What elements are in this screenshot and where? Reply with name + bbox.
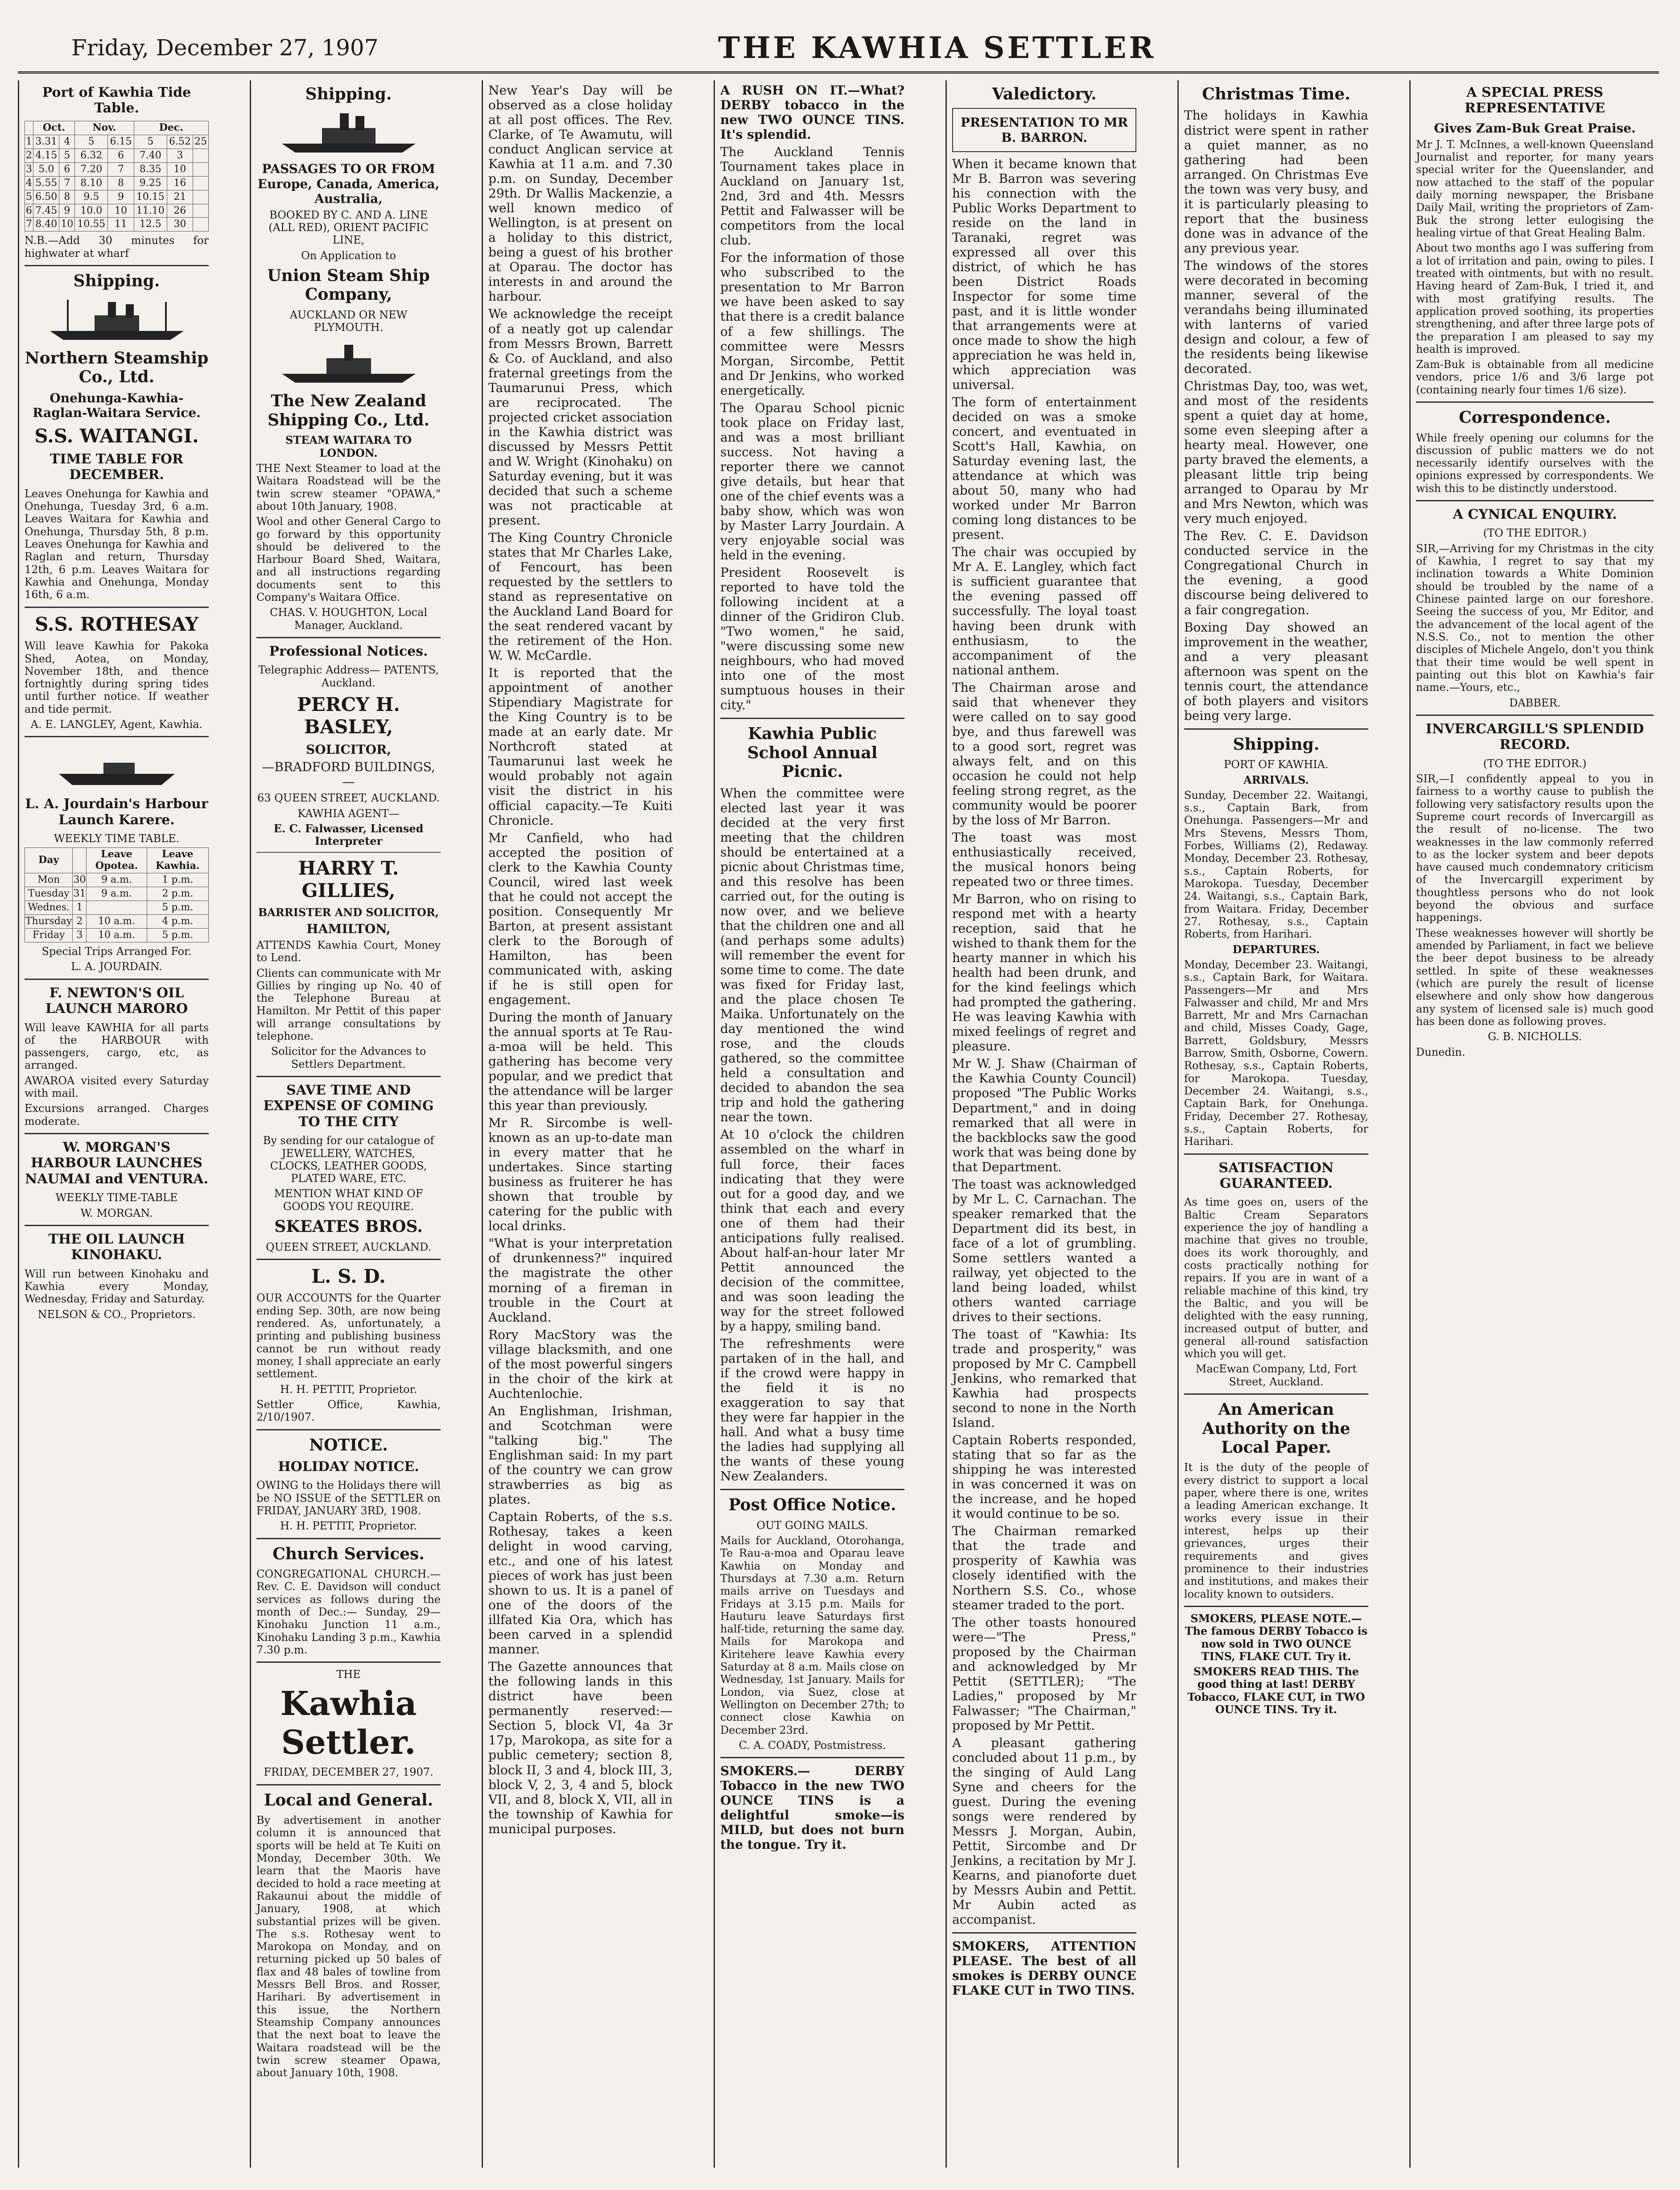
tide-cell: 21: [167, 190, 193, 204]
col3-p12: The Gazette announces that the following lands in this district have been permanently reserved:—Section 5, block VI, 4a 3r 17p, Marokopa, as site for a public cemetery; section 8, block II, 3 and 4, block III, 3, block V, 2, 3, 4 and 5, block VII, and 8, block X, VII, all in the township of Kawhia for municipal purposes.: [488, 1659, 673, 1836]
professional-title: Professional Notices.: [269, 644, 428, 659]
tide-cell: [193, 176, 209, 190]
cynical-text: SIR,—Arriving for my Christmas in the city of Kawhia, I regret to say that my inclination towards a White Dominion should be troubled by the name of a Chinese painted large on our foreshore. Seeing the success of you, Mr Editor, and the advancement of the local agent of the N.S.S. Co., not to mention the other disciples of Michele Angelo, don't you think that their time would be well spent in painting out this blot on Kawhia's fair name.—Yours, etc.,: [1416, 542, 1654, 694]
skeates-address: QUEEN STREET, AUCKLAND.: [265, 1240, 431, 1253]
tide-cell: 4.15: [33, 149, 59, 162]
weekly-cell: 5 p.m.: [147, 901, 208, 915]
smokers-ad: SMOKERS.— DERBY Tobacco in the new TWO OUNCE TINS is a delightful smoke—is MILD, but does not burn the tongue. Try it.: [720, 1764, 904, 1852]
satisfaction-title: SATISFACTION GUARANTEED.: [1218, 1160, 1334, 1191]
col4-p2: For the information of those who subscribed to the presentation to Mr Barron we have been asked to say that there is a credit balance of a few shillings. The committee were Messrs Morgan, Sircombe, Pettit and Dr Jenkins, who worked energetically.: [720, 250, 904, 398]
lsd-title: L. S. D.: [311, 1265, 386, 1287]
settler-office: Settler Office, Kawhia, 2/10/1907.: [256, 1398, 441, 1424]
tide-cell: 25: [193, 135, 209, 149]
weekly-row: [25, 901, 209, 915]
passages-text: PASSAGES TO OR FROM Europe, Canada, America, Australia,: [257, 161, 440, 206]
weekly-cell: Tuesday: [25, 887, 73, 901]
weekly-cell: 10 a.m.: [87, 929, 147, 942]
excursions-text: Excursions arranged. Charges moderate.: [25, 1102, 209, 1128]
booked-text: BOOKED BY C. AND A. LINE (ALL RED), ORIENT PACIFIC LINE,: [268, 208, 429, 247]
tide-cell: [193, 190, 209, 204]
tide-cell: 10: [167, 162, 193, 176]
american-title: An American Authority on the Local Paper.: [1202, 1400, 1350, 1457]
kinohaku-sign: NELSON & CO., Proprietors.: [37, 1308, 196, 1321]
steam-text: THE Next Steamer to load at the Waitara Roadstead will be the twin screw steamer "OPAWA," about 10th January, 1908.: [256, 462, 441, 512]
col3-p2: We acknowledge the receipt of a neatly got up calendar from Messrs Brown, Barrett & Co. of Auckland, and also fraternal greetings from the Taumarunui Press, which are reciprocated. The projected cricket association in the Kawhia district was discussed by Messrs Pettit and W. Wright (Kinohaku) on Saturday evening, but it was decided that such a scheme was not practicable at present.: [488, 306, 673, 528]
post-office-text: Mails for Auckland, Otorohanga, Te Rau-a-moa and Oparau leave Kawhia on Monday and Thursdays at 7.30 a.m. Return mails arrive on Tuesdays and Fridays at 3.15 p.m. Mails for Hauturu leave Saturdays first half-tide, returning the same day. Mails for Marokopa and Kiritehere leave Kawhia every Saturday at 8 a.m. Mails close on Wednesday, 1st January. Mails for London, via Suez, close at Wellington on December 27th; to connect close Kawhia on December 23rd.: [720, 1534, 904, 1736]
col5-p10: Captain Roberts responded, stating that so far as the shipping he was interested in was concerned it was on the increase, and he hoped it would continue to be so.: [952, 1433, 1136, 1521]
col3-p11: Captain Roberts, of the s.s. Rothesay, takes a keen delight in wood carving, etc., and one of his latest pieces of work has just been shown to us. It is a panel of one of the doors of the illfated Kia Ora, which has been carved in a splendid manner.: [488, 1509, 673, 1657]
tide-cell: [193, 204, 209, 218]
tide-row: [25, 176, 209, 190]
newspaper-header: [18, 18, 1659, 74]
shipping-heading: Shipping.: [73, 272, 160, 291]
holiday-text: OWING to the Holidays there will be NO ISSUE of the SETTLER on FRIDAY, JANUARY 3RD, 1908.: [256, 1479, 441, 1517]
col3-p7: Mr R. Sircombe is well-known as an up-to-date man in every matter that he undertakes. Since starting business as fruiterer he has shown that trouble by catering for the public with local drinks.: [488, 1116, 673, 1234]
tide-cell: 10: [59, 218, 75, 231]
jourdain-sign: L. A. JOURDAIN.: [71, 960, 162, 973]
tide-cell: 5: [25, 190, 33, 204]
save-text: By sending for our catalogue of JEWELLERY, WATCHES, CLOCKS, LEATHER GOODS, PLATED WARE, ETC.: [263, 1134, 434, 1185]
bradford: —BRADFORD BUILDINGS,—: [262, 760, 435, 789]
col3-p4: It is reported that the appointment of another Stipendiary Magistrate for the King Country is to be made at an early date. Mr Northcroft stated at Taumarunui last week he would probably not again visit the district in his official capacity.—Te Kuiti Chronicle.: [488, 665, 673, 828]
picnic-text-2: At 10 o'clock the children assembled on the wharf in full force, their faces indicating that they were out for a good day, and we think that each and every one of them had their anticipations fully realised. About half-an-hour later Mr Pettit announced the decision of the committee, and was soon leading the way for the street followed by a happy, smiling band.: [720, 1127, 904, 1334]
post-office-title: Post Office Notice.: [728, 1496, 896, 1515]
gillies-solicitor: Solicitor for the Advances to Settlers Department.: [271, 1045, 426, 1070]
tide-cell: 8.35: [134, 162, 167, 176]
gives-praise: Gives Zam-Buk Great Praise.: [1434, 120, 1636, 136]
weekly-title: WEEKLY TIME TABLE.: [54, 832, 180, 845]
route-title: Onehunga-Kawhia-Raglan-Waitara Service.: [33, 391, 201, 421]
column-2: [250, 80, 446, 2168]
col5-p4: The Chairman arose and said that whenever they were called on to say good bye, and thus farewell was to a good sort, regret was always felt, and on this occasion he could not help feeling strong regret, as the community would be poorer by the loss of Mr Barron.: [952, 680, 1136, 827]
to-editor-2: (TO THE EDITOR.): [1483, 757, 1587, 770]
weekly-table-body: [25, 873, 209, 942]
wool-text: Wool and other General Cargo to go forward by this opportunity should be delivered to the Harbour Board Shed, Waitara, and all instructions regarding documents sent to this Company's Waitara Office.: [256, 515, 441, 604]
special-press-title: A SPECIAL PRESS REPRESENTATIVE: [1465, 85, 1605, 116]
tide-cell: 16: [167, 176, 193, 190]
kawhia-agent: KAWHIA AGENT—: [297, 807, 400, 820]
tide-cell: 7: [59, 176, 75, 190]
tide-col-nov: Nov.: [75, 121, 134, 135]
weekly-cell: [87, 901, 147, 915]
col6-p2: The windows of the stores were decorated in becoming manner, several of the verandahs being illuminated with lanterns of varied design and colour, a few of the residents being likewise decorated.: [1184, 258, 1368, 376]
weekly-cell: 9 a.m.: [87, 873, 147, 887]
church-title: Church Services.: [272, 1544, 425, 1563]
rothesay-title: S.S. ROTHESAY: [35, 613, 198, 635]
falwasser: E. C. Falwasser, Licensed Interpreter: [273, 822, 424, 848]
col7-p1: Mr J. T. McInnes, a well-known Queensland Journalist and reporter, for many years special writer for the Queenslander, and now attached to the staff of the popular daily morning newspaper, the Brisbane Daily Mail, writing the proprietors of Zam-Buk the strong letter eulogising the healing virtue of that Great Healing Balm.: [1416, 138, 1654, 239]
valedictory-title: Valedictory.: [992, 85, 1097, 103]
column-3: [482, 80, 678, 2168]
christmas-title: Christmas Time.: [1202, 85, 1350, 103]
awaroa-text: AWAROA visited every Saturday with mail.: [25, 1074, 209, 1100]
issue-date: Friday, December 27, 1907: [71, 35, 379, 61]
tide-cell: 10.15: [134, 190, 167, 204]
weekly-cell: 3: [73, 929, 87, 942]
invercargill-text: SIR,—I confidently appeal to you in fairness to a worthy cause to publish the following very satisfactory results upon the Supreme court records of Invercargill as the result of no-license. The two weaknesses in the law commonly referred to as the locker system and beer depots have caused much condemnatory criticism of the Invercargill experiment by thoughtless persons who do not look beyond the obvious and surface happenings.: [1416, 772, 1654, 924]
col3-p10: An Englishman, Irishman, and Scotchman were "talking big." The Englishman said: In my part of the country we can grow strawberries as big as plates.: [488, 1403, 673, 1507]
col5-p1: When it became known that Mr B. Barron was severing his connection with the Public Works Department to reside on the land in Taranaki, regret was expressed all over this district, of which he has been District Roads Inspector for some time past, and it is little wonder that arrangements were at once made to show the high appreciation he was held in, which appreciation was universal.: [952, 156, 1136, 392]
pettit-sign-2: H. H. PETTIT, Proprietor.: [280, 1520, 417, 1533]
special-trips: Special Trips Arranged For.: [41, 945, 192, 958]
masthead-date: FRIDAY, DECEMBER 27, 1907.: [264, 1766, 433, 1779]
tide-cell: 9.25: [134, 176, 167, 190]
tide-cell: 1: [25, 135, 33, 149]
invercargill-title: INVERCARGILL'S SPLENDID RECORD.: [1425, 721, 1644, 753]
col6-p3: Christmas Day, too, was wet, and most of the residents spent a quiet day at home, some even sleeping after a hearty meal. However, one party braved the elements, a pleasant little trip being arranged to Oparau by Mr and Mrs Newton, which was very much enjoyed.: [1184, 379, 1368, 526]
tide-cell: 5: [59, 149, 75, 162]
union-title: Union Steam Ship Company,: [267, 266, 430, 304]
tide-cell: [193, 162, 209, 176]
launch-icon: [41, 743, 193, 792]
tide-cell: 2: [25, 149, 33, 162]
morgan-title: W. MORGAN'S HARBOUR LAUNCHES NAUMAI and VENTURA.: [25, 1140, 209, 1187]
picnic-text-3: The refreshments were partaken of in the hall, and if the crowd were happy in the field it is no exaggeration to say that they were far happier in the hall. And what a busy time the ladies had supplying all the wants of these young New Zealanders.: [720, 1336, 904, 1484]
weekly-cell: Thursday: [25, 915, 73, 929]
col7-p3: Zam-Buk is obtainable from all medicine vendors, price 1/6 and 3/6 large pot (containing nearly four times 1/6 size).: [1416, 358, 1654, 396]
shipping-heading-2: Shipping.: [305, 85, 392, 103]
timetable-text: Leaves Onehunga for Kawhia and Onehunga, Tuesday 3rd, 6 a.m. Leaves Waitara for Kawhia and Onehunga, Thursday 5th, 8 p.m. Leaves Onehunga for Kawhia and Raglan and return, Thursday 12th, 6 p.m. Leaves Waitara for Kawhia and Onehunga, Monday 16th, 6 a.m.: [25, 487, 209, 601]
kinohaku-title: THE OIL LAUNCH KINOHAKU.: [48, 1231, 185, 1263]
weekly-cell: 31: [73, 887, 87, 901]
tide-row: [25, 204, 209, 218]
coady-sign: C. A. COADY, Postmistress.: [739, 1739, 886, 1752]
tide-table-body: [25, 135, 209, 231]
weekly-cell: 30: [73, 873, 87, 887]
col4-p3: The Oparau School picnic took place on Friday last, and was a most brilliant success. Not having a reporter there we cannot give details, but hear that one of the chief events was a baby show, which was won by Master Larry Jourdain. A very enjoyable social was held in the evening.: [720, 400, 904, 562]
tide-cell: 4: [59, 135, 75, 149]
weekly-cell: 4 p.m.: [147, 915, 208, 929]
tide-cell: 10.0: [75, 204, 108, 218]
smokers-attention-ad: SMOKERS, ATTENTION PLEASE. The best of all smokes is DERBY OUNCE FLAKE CUT in TWO TINS.: [952, 1939, 1136, 1998]
tide-cell: 3: [25, 162, 33, 176]
cynical-title: A CYNICAL ENQUIRY.: [1453, 507, 1617, 523]
steamship-icon: [273, 108, 425, 157]
col3-p8: "What is your interpretation of drunkenness?" inquired the magistrate the other morning of a fireman in trouble in the Court at Auckland.: [488, 1236, 673, 1325]
departures-text: Monday, December 23. Waitangi, s.s., Captain Bark, for Waitara. Passengers—Mr and Mrs Falwasser and child, Mr and Mrs Barrett, Mr and Mrs Carnachan and child, Misses Coady, Gage, Barrett, Goldsbury, Messrs Barrow, Smith, Osborne, Cowern. Rothesay, s.s., Captain Roberts, for Marokopa. Tuesday, December 24. Waitangi, s.s., Captain Bark, for Onehunga. Friday, December 27. Rothesay, s.s., Captain Roberts, for Harihari.: [1184, 958, 1368, 1148]
weekly-cell: 10 a.m.: [87, 915, 147, 929]
skeates-title: SKEATES BROS.: [274, 1217, 423, 1236]
tide-table-title: Port of Kawhia Tide Table.: [42, 85, 191, 116]
basley-name: PERCY H. BASLEY,: [297, 694, 400, 738]
weekly-cell: Mon: [25, 873, 73, 887]
tide-cell: 3: [167, 149, 193, 162]
tide-cell: 8.40: [33, 218, 59, 231]
tide-row: [25, 149, 209, 162]
invercargill-text-2: These weaknesses however will shortly be amended by Parliament, in fact we believe the beer depot business to be already settled. In spite of these weaknesses (which are purely the result of license elsewhere and only show how dangerous any system of licensed sale is) much good has been done as following proves.: [1416, 926, 1654, 1028]
picnic-title: Kawhia Public School Annual Picnic.: [747, 724, 878, 781]
col4-p4: President Roosevelt is reported to have told the following incident at a dinner of the Gridiron Club. "Two women," he said, "were discussing some new neighbours, who had moved into one of the most sumptuous houses in their city.": [720, 565, 904, 713]
dabber-sign: DABBER.: [1509, 696, 1561, 709]
tide-col-oct: Oct.: [33, 121, 75, 135]
union-sub: AUCKLAND OR NEW PLYMOUTH.: [289, 308, 408, 334]
notice-title: NOTICE.: [309, 1435, 388, 1454]
tide-cell: 7: [25, 218, 33, 231]
morgan-sign: W. MORGAN.: [80, 1207, 153, 1219]
weekly-row: [25, 887, 209, 901]
waitangi-title: S.S. WAITANGI.: [34, 425, 199, 447]
correspondence-title: Correspondence.: [1459, 408, 1611, 427]
col5-p2: The form of entertainment decided on was a smoke concert, and eventuated in Scott's Hall, Kawhia, on Saturday evening last, the attendance at which was about 50, many who had worked under Mr Barron coming long distances to be present.: [952, 395, 1136, 542]
correspondence-note: While freely opening our columns for the discussion of public matters we do not necessarily identify ourselves with the opinions expressed by correspondents. We wish this to be distinctly understood.: [1416, 431, 1654, 495]
tide-cell: 26: [167, 204, 193, 218]
local-text: By advertisement in another column it is announced that sports will be held at Te Kuiti on Monday, December 30th. We learn that the Maoris have decided to hold a race meeting at Rakaunui about the middle of January, 1908, at which substantial prizes will be given. The s.s. Rothesay went to Marokopa on Monday, and on returning picked up 50 bales of flax and 48 bales of towline from Messrs Bell Bros. and Rosser, Harihari. By advertisement in this issue, the Northern Steamship Company announces that the next boat to leave the Waitara roadstead will be the twin screw steamer Opawa, about January 10th, 1908.: [256, 1814, 441, 2079]
tide-row: [25, 135, 209, 149]
holiday-title: HOLIDAY NOTICE.: [278, 1459, 419, 1475]
weekly-cell: 9 a.m.: [87, 887, 147, 901]
nz-shipping-title: The New Zealand Shipping Co., Ltd.: [267, 392, 430, 430]
masthead: Kawhia Settler.: [280, 1684, 417, 1762]
basley-solicitor: SOLICITOR,: [305, 742, 392, 757]
tide-cell: 6: [108, 149, 134, 162]
timetable-title: TIME TABLE FOR DECEMBER.: [50, 451, 183, 483]
col5-p5: The toast was most enthusiastically received, the musical honors being repeated two or three times.: [952, 830, 1136, 889]
col3-p5: Mr Canfield, who had accepted the position of clerk to the Kawhia County Council, wired last week that he could not accept the position. Consequently Mr Barton, at present assistant clerk to the Borough of Hamilton, has been communicated with, asking if he is still open for engagement.: [488, 830, 673, 1007]
application-text: On Application to: [301, 249, 396, 262]
tide-cell: 5: [75, 135, 108, 149]
column-5: [945, 80, 1142, 2168]
col5-p3: The chair was occupied by Mr A. E. Langley, which fact is sufficient guarantee that the evening passed off successfully. The loyal toast having been drunk with enthusiasm, to the accompaniment of the national anthem.: [952, 545, 1136, 678]
col6-p5: Boxing Day showed an improvement in the weather, and a very pleasant afternoon was spent on the tennis court, the attendance of both players and visitors being very large.: [1184, 620, 1368, 723]
tide-cell: 6: [59, 162, 75, 176]
tide-cell: 6.15: [108, 135, 134, 149]
tide-cell: 11.10: [134, 204, 167, 218]
northern-steamship-title: Northern Steamship Co., Ltd.: [25, 348, 209, 386]
local-title: Local and General.: [264, 1790, 433, 1810]
to-editor: (TO THE EDITOR.): [1483, 527, 1587, 540]
shipping-title-6: Shipping.: [1233, 735, 1320, 754]
tide-cell: [193, 149, 209, 162]
smokers-read-ad: SMOKERS READ THIS. The good thing at last! DERBY Tobacco, FLAKE CUT, in TWO OUNCE TINS. Try it.: [1187, 1665, 1365, 1716]
tide-cell: 8.10: [75, 176, 108, 190]
divider: [25, 265, 209, 266]
post-office-sub: OUT GOING MAILS.: [756, 1519, 868, 1532]
tide-row: [25, 218, 209, 231]
tide-cell: 9.5: [75, 190, 108, 204]
col5-p12: The other toasts honoured were—"The Press," proposed by the Chairman and acknowledged by Mr Pettit (SETTLER); "The Ladies," proposed by Mr Falwasser; "The Chairman," proposed by Mr Pettit.: [952, 1615, 1136, 1733]
tide-cell: 8: [59, 190, 75, 204]
macewan-sign: MacEwan Company, Ltd, Fort Street, Auckland.: [1195, 1363, 1357, 1388]
weekly-row: [25, 873, 209, 887]
col7-p2: About two months ago I was suffering from a lot of irritation and pain, owing to piles. I treated with ointments, but with no result. Having heard of Zam-Buk, I tried it, and with most gratifying results. The application proved soothing, its properties strengthening, and after three large pots of the preparation I am pleased to say my health is improved.: [1416, 242, 1654, 355]
tide-cell: 7.45: [33, 204, 59, 218]
tide-row: [25, 190, 209, 204]
tide-cell: 5.55: [33, 176, 59, 190]
tide-cell: 6.32: [75, 149, 108, 162]
column-1: [18, 80, 214, 2168]
nicholls-sign: G. B. NICHOLLS.: [1487, 1030, 1582, 1043]
tide-table: [25, 121, 209, 232]
weekly-cell: Wednes.: [25, 901, 73, 915]
port-title: PORT OF KAWHIA.: [1224, 758, 1329, 771]
weekly-row: [25, 929, 209, 942]
tide-cell: 30: [167, 218, 193, 231]
tide-row: [25, 162, 209, 176]
col4-p1: The Auckland Tennis Tournament takes place in Auckland on January 1st, 2nd, 3rd and 4th. Messrs Pettit and Falwasser will be competitors from the local club.: [720, 145, 904, 248]
gillies-name: HARRY T. GILLIES,: [298, 857, 399, 901]
tide-cell: 5.0: [33, 162, 59, 176]
morgan-weekly: WEEKLY TIME-TABLE: [55, 1191, 178, 1204]
newton-title: F. NEWTON'S OIL LAUNCH MARORO: [45, 985, 188, 1017]
tide-cell: 10.55: [75, 218, 108, 231]
newton-text: Will leave KAWHIA for all parts of the HARBOUR with passengers, cargo, etc, as arranged.: [25, 1021, 209, 1072]
weekly-cell: 5 p.m.: [147, 929, 208, 942]
column-4: [714, 80, 910, 2168]
telegraphic: Telegraphic Address— PATENTS, Auckland.: [258, 664, 439, 689]
tide-cell: 7.20: [75, 162, 108, 176]
col6-p4: The Rev. C. E. Davidson conducted service in the Congregational Church in the evening, a good discourse being delivered to a fair congregation.: [1184, 529, 1368, 617]
church-text: CONGREGATIONAL CHURCH.—Rev. C. E. Davidson will conduct services as follows during the month of Dec.:— Sunday, 29—Kinohaku Junction 11 a.m., Kinohaku Landing 3 p.m., Kawhia 7.30 p.m.: [256, 1568, 441, 1656]
tide-cell: 11: [108, 218, 134, 231]
steamship-icon: [41, 295, 193, 344]
gillies-barrister: BARRISTER AND SOLICITOR,: [258, 905, 439, 919]
tide-cell: 5: [134, 135, 167, 149]
rothesay-text: Will leave Kawhia for Pakoka Shed, Aotea, on Monday, November 18th, and thence fortnightly during spring tides until further notice. If weather and tide permit.: [25, 640, 209, 715]
col5-p9: The toast of "Kawhia: Its trade and prosperity," was proposed by Mr C. Campbell Jenkins, who remarked that Kawhia had prospects second to none in the North Island.: [952, 1326, 1136, 1430]
american-text: It is the duty of the people of every district to support a local paper, where there is one, writes a leading American exchange. It works every issue in their interest, helps up their grievances, urges their requirements and gives prominence to their industries and institutions, and makes their locality known to outsiders.: [1184, 1461, 1368, 1600]
pettit-sign: H. H. PETTIT, Proprietor.: [280, 1383, 417, 1396]
launch-title: L. A. Jourdain's Harbour Launch Karere.: [25, 796, 208, 828]
tide-cell: 12.5: [134, 218, 167, 231]
tide-cell: 9: [59, 204, 75, 218]
col5-p11: The Chairman remarked that the trade and prosperity of Kawhia was closely identified with the Northern S.S. Co., whose steamer traded to the port.: [952, 1524, 1136, 1612]
weekly-table: Day Leave Opotea. Leave Kawhia. Mon 30 9 a.m. 1 p.m. Tuesday 31 9 a.m. 2 p.m. Wednes. 1 5 p.m. Thursday 2 10 a.m. 4 p.m. Friday 3 10 a.m. 5 p.m.: [25, 847, 209, 942]
col3-p6: During the month of January the annual sports at Te Rau-a-moa will be held. This gathering has become very popular, and we predict that the attendance will be larger this year than previously.: [488, 1009, 673, 1113]
col6-p1: The holidays in Kawhia district were spent in rather a quiet manner, as no gathering had been arranged. On Christmas Eve the town was very busy, and it is particularly pleasing to report that the business done was in advance of the any previous year.: [1184, 108, 1368, 256]
col5-p7: Mr W. J. Shaw (Chairman of the Kawhia County Council) proposed "The Public Works Department," and in doing remarked that all were in the backblocks saw the good work that was being done by that Department.: [952, 1056, 1136, 1174]
steamship-icon: [273, 338, 425, 387]
tide-cell: 9: [108, 190, 134, 204]
arrivals-title: ARRIVALS.: [1243, 773, 1309, 786]
masthead-the: THE: [336, 1668, 361, 1681]
picnic-text: When the committee were elected last year it was decided at the very first meeting that the children should be entertained at a picnic about Christmas time, and this resolve has been carried out, for the outing is now over, and we believe that the children one and all (and perhaps some adults) will remember the event for some time to come. The date was fixed for Friday last, and the place chosen Te Maika. Unfortunately on the day mentioned the wind rose, and the clouds gathered, so the committee held a consultation and decided to abandon the sea trip and hold the gathering near the town.: [720, 785, 904, 1125]
gillies-hamilton: HAMILTON,: [306, 921, 391, 936]
satisfaction-text: As time goes on, users of the Baltic Cream Separators experience the joy of handling a machine that gives no trouble, does its work thoroughly, and costs practically nothing for repairs. If you are in want of a reliable machine of this kind, try the Baltic, and you will be delighted with the easy running, increased output of butter, and general all-round satisfaction which you will get.: [1184, 1196, 1368, 1360]
tide-cell: 7.40: [134, 149, 167, 162]
rush-ad: A RUSH ON IT.—What? DERBY tobacco in the new TWO OUNCE TINS. It's splendid.: [720, 83, 904, 142]
arrivals-text: Sunday, December 22. Waitangi, s.s., Captain Bark, from Onehunga. Passengers—Mr and Mrs Stevens, Messrs Thom, Forbes, Williams (2), Redaway. Monday, December 23. Rothesay, s.s., Captain Roberts, for Marokopa. Tuesday, December 24. Waitangi, s.s., Captain Bark, from Waitara. Friday, December 27. Rothesay, s.s., Captain Roberts, from Harihari.: [1184, 789, 1368, 941]
weekly-cell: Friday: [25, 929, 73, 942]
tide-col-dec: Dec.: [134, 121, 208, 135]
tide-cell: 10: [108, 204, 134, 218]
tide-cell: 8: [108, 176, 134, 190]
smokers-note-ad: SMOKERS, PLEASE NOTE.— The famous DERBY Tobacco is now sold in TWO OUNCE TINS, FLAKE CUT. Try it.: [1185, 1612, 1368, 1663]
weekly-cell: 1 p.m.: [147, 873, 208, 887]
tide-cell: [193, 218, 209, 231]
col5-p6: Mr Barron, who on rising to respond met with a hearty reception, said that he wished to thank them for the hearty manner in which his health had been drunk, and for the kind feelings which had prompted the gathering. He was leaving Kawhia with mixed feelings of regret and pleasure.: [952, 892, 1136, 1054]
lsd-text: OUR ACCOUNTS for the Quarter ending Sep. 30th, are now being rendered. As, unfortunately, a printing and publishing business cannot be run without ready money, I shall appreciate an early settlement.: [256, 1292, 441, 1380]
gillies-attends: ATTENDS Kawhia Court, Money to Lend.: [256, 938, 441, 964]
col3-p1: New Year's Day will be observed as a close holiday at all post offices. The Rev. Clarke, of Te Awamutu, will conduct Anglican service at Kawhia at 11 a.m. and 7.30 p.m. on Sunday, December 29th. Dr Wallis Mackenzie, a well known medico of Wellington, is at present on a holiday to this district, being a guest of his brother at Oparau. The doctor has interests in and around the harbour.: [488, 83, 673, 304]
tide-note: N.B.—Add 30 minutes for highwater at wharf: [25, 234, 209, 260]
col3-p9: Rory MacStory was the village blacksmith, and one of the most powerful singers in the choir of the kirk at Auchtenlochie.: [488, 1327, 673, 1401]
column-6: [1177, 80, 1374, 2168]
mention-text: MENTION WHAT KIND OF GOODS YOU REQUIRE.: [274, 1187, 423, 1213]
tide-cell: 7: [108, 162, 134, 176]
rothesay-agent: A. E. LANGLEY, Agent, Kawhia.: [30, 718, 203, 731]
weekly-cell: 2 p.m.: [147, 887, 208, 901]
col5-p8: The toast was acknowledged by Mr L. C. Carnachan. The speaker remarked that the Department did its best, in face of a lot of grumbling. Some settlers wanted a railway, yet objected to the land being loaded, whilst others wanted carriage drives to their sections.: [952, 1177, 1136, 1324]
col5-p13: A pleasant gathering concluded about 11 p.m., by the singing of Auld Lang Syne and cheers for the guest. During the evening songs were rendered by Messrs J. Morgan, Aubin, Pettit, Sircombe and Dr Jenkins, a recitation by Mr J. Kearns, and pianoforte duet by Messrs Aubin and Pettit. Mr Aubin acted as accompanist.: [952, 1735, 1136, 1927]
save-time-title: SAVE TIME AND EXPENSE OF COMING TO THE CITY: [263, 1083, 434, 1130]
kinohaku-text: Will run between Kinohaku and Kawhia every Monday, Wednesday, Friday and Saturday.: [25, 1267, 209, 1306]
tide-cell: 6.52: [167, 135, 193, 149]
gillies-clients: Clients can communicate with Mr Gillies by ringing up No. 40 of the Telephone Bureau at Hamilton. Mr Pettit of this paper will arrange consultations by telephone.: [256, 967, 441, 1043]
queen-street: 63 QUEEN STREET, AUCKLAND.: [257, 792, 440, 805]
tide-cell: 6.50: [33, 190, 59, 204]
weekly-cell: 2: [73, 915, 87, 929]
tide-cell: 4: [25, 176, 33, 190]
presentation-box: [952, 108, 1136, 152]
presentation-title: PRESENTATION TO MR B. BARRON.: [960, 115, 1128, 145]
departures-title: DEPARTURES.: [1232, 942, 1320, 956]
weekly-cell: 1: [73, 901, 87, 915]
weekly-row: [25, 915, 209, 929]
column-7: [1409, 80, 1659, 2168]
newspaper-title: THE KAWHIA SETTLER: [718, 30, 1156, 65]
houghton-sign: CHAS. V. HOUGHTON, Local Manager, Auckland.: [269, 606, 427, 632]
steam-title: STEAM WAITARA TO LONDON.: [285, 434, 412, 459]
col3-p3: The King Country Chronicle states that Mr Charles Lake, of Fencourt, has been requested by the settlers to stand as representative on the Auckland Land Board for the seat rendered vacant by the retirement of the Hon. W. W. McCardle.: [488, 530, 673, 663]
tide-cell: 6: [25, 204, 33, 218]
tide-cell: 3.31: [33, 135, 59, 149]
dunedin-text: Dunedin.: [1416, 1045, 1465, 1058]
